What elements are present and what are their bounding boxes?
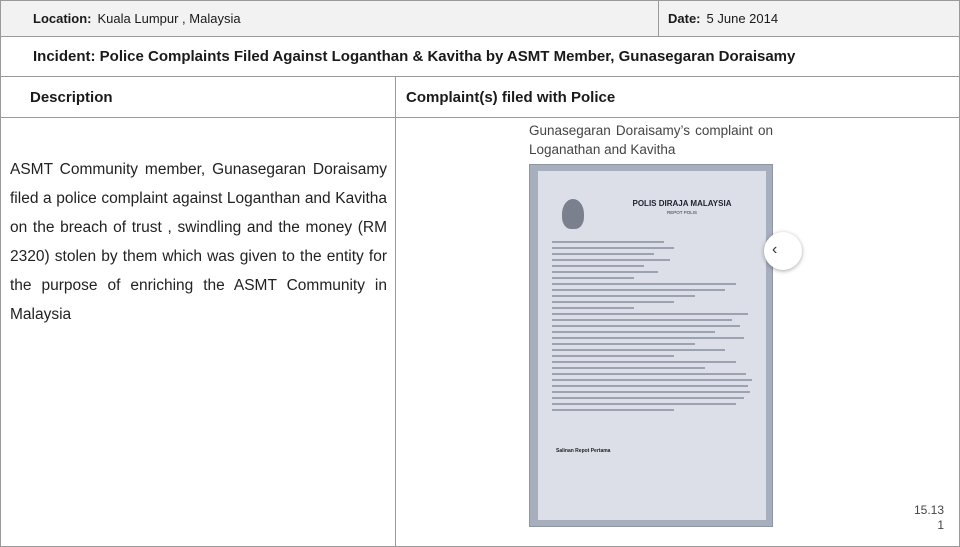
incident-title: Incident: Police Complaints Filed Against Loganthan & Kavitha by ASMT Member, Gunasegaran Doraisamy [33,48,796,65]
report-paper [538,171,766,520]
date-label: Date: [668,11,701,26]
description-text: ASMT Community member, Gunasegaran Doraisamy filed a police complaint against Loganthan and Kavitha on the breach of trust , swindling and the money (RM 2320) stolen by them which was given to the entity for the purpose of enriching the ASMT Community in Malaysia [10,161,387,323]
report-footer-label: Salinan Repot Pertama [556,448,611,454]
report-heading: POLIS DIRAJA MALAYSIA [632,199,732,208]
image-caption: Gunasegaran Doraisamy’s complaint on Loganathan and Kavitha [529,123,773,157]
incident-title-cell [0,36,960,77]
police-seal-icon [562,199,584,229]
chevron-icon: ‹ [772,241,778,258]
date-cell [658,0,960,37]
slide-number-line2: 1 [937,518,944,532]
image-nav-button[interactable] [764,232,802,270]
slide-number-line1: 15.13 [913,503,944,517]
report-subheading: REPOT POLIS [667,210,697,215]
report-text-lines [552,241,756,415]
date-value: 5 June 2014 [706,11,779,26]
police-report-image [529,164,773,527]
complaints-header: Complaint(s) filed with Police [406,88,616,106]
location-value: Kuala Lumpur , Malaysia [97,11,241,26]
description-header-cell [0,76,396,118]
complaints-header-cell [395,76,960,118]
location-cell [0,0,659,37]
location-label: Location: [33,11,92,26]
slide-number [900,503,944,533]
description-header: Description [30,88,113,106]
